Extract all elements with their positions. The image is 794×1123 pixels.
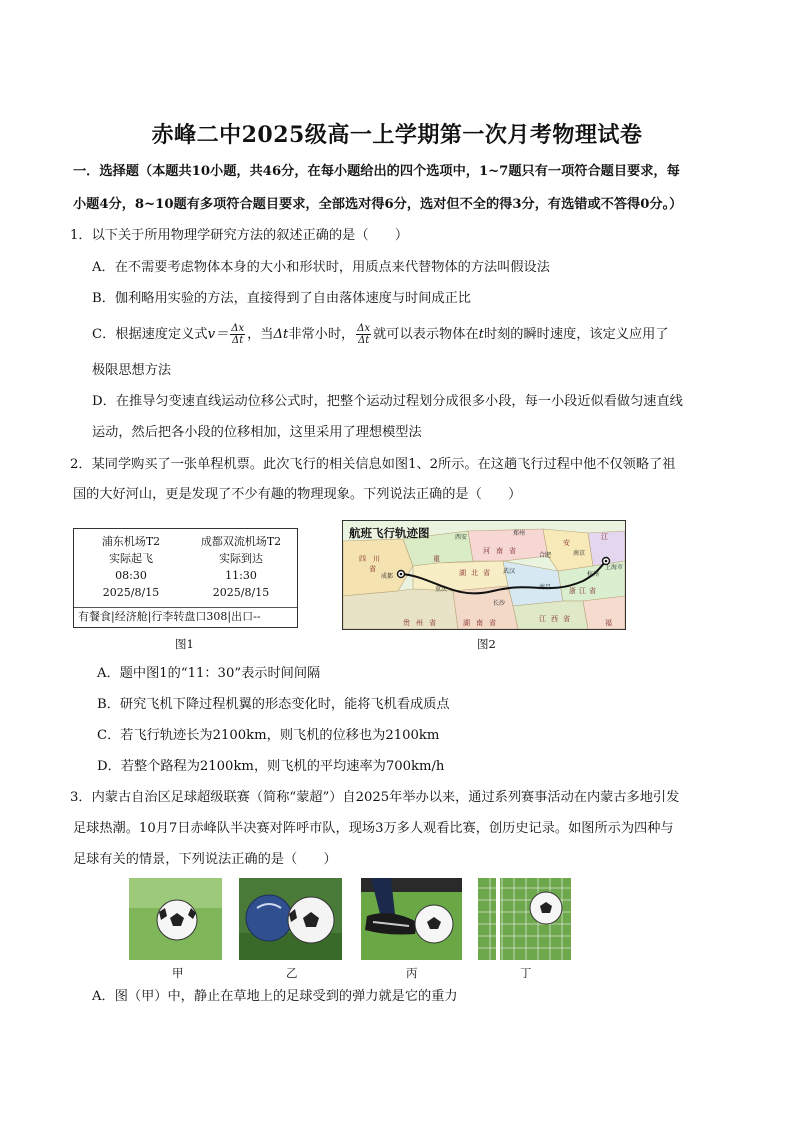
q1-option-a: A．在不需要考虑物体本身的大小和形状时，用质点来代替物体的方法叫假设法 [92, 260, 550, 275]
city-label-xian: 西安 [455, 534, 468, 541]
photo-caption-ding: 丁 [520, 966, 532, 980]
map-label-13: 省 [489, 619, 496, 627]
q1-stem: 1．以下关于所用物理学研究方法的叙述正确的是（ ） [70, 228, 409, 243]
map-label-18: 州 [416, 619, 423, 627]
q3-stem-line2: 足球热潮。10月7日赤峰队半决赛对阵呼市队，现场3万多人观看比赛，创历史记录。如图所示为四种与 [73, 821, 674, 836]
q2-stem-line2: 国的大好河山，更是发现了不少有趣的物理现象。下列说法正确的是（ ） [73, 487, 522, 502]
velocity-fraction-2 [356, 323, 371, 346]
q1-c-prefix: C．根据速度定义式 [92, 327, 208, 342]
q1-option-d-line1: D．在推导匀变速直线运动位移公式时，把整个运动过程划分成很多小段，每一小段近似看做匀速直线 [92, 394, 683, 409]
photo-yi [239, 878, 342, 960]
departure-date: 2025/8/15 [102, 586, 160, 599]
kicking-ball-image [361, 878, 462, 960]
boarding-ticket-figure [73, 528, 298, 628]
q1-c-v: v＝ [207, 327, 229, 342]
arrival-time: 11:30 [225, 569, 257, 582]
q1-option-d-line2: 运动，然后把各小段的位移相加，这里采用了理想模型法 [92, 425, 422, 440]
q1-c-mid1: ，当 [247, 327, 274, 342]
map-label-7: 江 [601, 533, 608, 541]
ball-in-net-image [478, 878, 571, 960]
departure-time: 08:30 [115, 569, 147, 582]
q1-option-b: B．伽利略用实验的方法，直接得到了自由落体速度与时间成正比 [92, 291, 471, 306]
city-label-wuhan: 武汉 [503, 568, 516, 575]
section-instruction-line2: 小题4分，8~10题有多项符合题目要求，全部选对得6分，选对但不全的得3分，有选错或不答得0分。） [73, 197, 683, 212]
q1-c-post: 时刻的瞬时速度，该定义应用了 [483, 327, 669, 342]
soccer-ball-on-grass-image [129, 878, 222, 960]
q3-stem-line3: 足球有关的情景，下列说法正确的是（ ） [73, 852, 337, 867]
arrival-airport: 成都双流机场T2 [200, 535, 282, 548]
map-label-21: 西 [551, 615, 558, 623]
region-guizhou [343, 589, 458, 629]
city-label-shanghai: 上海市 [605, 564, 624, 571]
map-label-12: 南 [476, 619, 483, 627]
q2-option-a: A．题中图1的“11：30”表示时间间隔 [97, 666, 321, 681]
map-label-20: 江 [539, 615, 546, 623]
fraction-numerator-2: Δx [357, 323, 371, 334]
region-sea [583, 596, 625, 629]
goal-post [496, 878, 500, 960]
map-label-22: 省 [563, 615, 570, 623]
section-instruction-line1: 一．选择题（本题共10小题，共46分，在每小题给出的四个选项中，1~7题只有一项符合题目要求，每 [73, 164, 680, 179]
city-label-chongqing: 重庆 [435, 586, 448, 593]
map-label-2: 省 [369, 565, 376, 573]
fraction-denominator-2: Δt [358, 335, 370, 346]
region-henan [468, 529, 548, 561]
q1-option-c [92, 318, 669, 352]
fraction-numerator: Δx [231, 323, 245, 334]
city-label-changsha: 长沙 [493, 600, 506, 607]
blue-ball-icon [246, 895, 292, 941]
q2-option-c: C．若飞行轨迹长为2100km，则飞机的位移也为2100km [97, 728, 440, 743]
arrival-label: 实际到达 [219, 552, 263, 565]
city-label-hefei: 合肥 [539, 552, 552, 559]
q1-option-c-line2: 极限思想方法 [92, 363, 172, 378]
page-title: 赤峰二中2025级高一上学期第一次月考物理试卷 [151, 122, 643, 148]
q1-c-t: t [478, 327, 484, 342]
map-label-14: 浙 [569, 587, 576, 595]
departure-label: 实际起飞 [109, 552, 153, 565]
map-label-24: 福 [605, 619, 612, 627]
photo-caption-yi: 乙 [286, 966, 298, 980]
map-label-8: 湖 [459, 569, 466, 577]
city-label-chengdu: 成都 [381, 573, 394, 580]
ticket-footer: 有餐食|经济舱|行李转盘口308|出口-- [78, 610, 261, 623]
map-label-16: 省 [589, 587, 596, 595]
photo-jia [129, 878, 222, 960]
departure-airport: 浦东机场T2 [101, 535, 161, 548]
q1-c-mid3: 就可以表示物体在 [373, 327, 479, 342]
figure1-caption: 图1 [175, 637, 194, 651]
photo-caption-jia: 甲 [172, 966, 184, 980]
map-label-0: 四 [359, 555, 366, 563]
q2-option-d: D．若整个路程为2100km，则飞机的平均速率为700km/h [97, 759, 445, 774]
chengdu-marker-dot [400, 573, 403, 576]
flight-route-map [342, 520, 626, 630]
velocity-fraction [230, 323, 245, 346]
q1-c-mid2: 非常小时， [288, 327, 355, 342]
map-label-17: 贵 [403, 619, 410, 627]
fraction-denominator: Δt [232, 335, 244, 346]
q2-stem-line1: 2．某同学购买了一张单程机票。此次飞行的相关信息如图1、2所示。在这趟飞行过程中他不仅领略了祖 [70, 457, 676, 472]
q1-c-dt: Δt [273, 327, 289, 342]
ticket-arrival [186, 533, 296, 601]
city-label-hangzhou: 杭州 [587, 571, 600, 578]
q3-option-a: A．图（甲）中，静止在草地上的足球受到的弹力就是它的重力 [92, 989, 458, 1004]
city-label-nanjing: 南京 [573, 550, 586, 557]
q3-stem-line1: 3．内蒙古自治区足球超级联赛（简称“蒙超”）自2025年举办以来，通过系列赛事活动在内蒙古多地引发 [70, 790, 680, 805]
map-label-5: 省 [509, 547, 516, 555]
map-label-4: 南 [496, 547, 503, 555]
map-label-3: 河 [483, 547, 490, 555]
photo-ding [478, 878, 571, 960]
two-balls-image [239, 878, 342, 960]
photo-bing [361, 878, 462, 960]
q2-option-b: B．研究飞机下降过程机翼的形态变化时，能将飞机看成质点 [97, 697, 450, 712]
figure2-caption: 图2 [477, 637, 496, 651]
map-label-11: 湖 [463, 619, 470, 627]
map-label-9: 北 [471, 569, 478, 577]
arrival-date: 2025/8/15 [212, 586, 270, 599]
map-label-19: 省 [429, 619, 436, 627]
city-label-zhengzhou: 郑州 [513, 530, 526, 537]
map-label-6: 安 [563, 539, 570, 547]
map-label-23: 重 [433, 555, 440, 563]
shanghai-marker-dot [605, 560, 608, 563]
map-title: 航班飞行轨迹图 [349, 526, 430, 540]
map-label-15: 江 [579, 587, 586, 595]
city-label-nanchang: 南昌 [539, 584, 552, 591]
ticket-departure [76, 533, 186, 601]
map-label-10: 省 [483, 569, 490, 577]
map-label-1: 川 [373, 555, 380, 563]
photo-caption-bing: 丙 [406, 966, 418, 980]
